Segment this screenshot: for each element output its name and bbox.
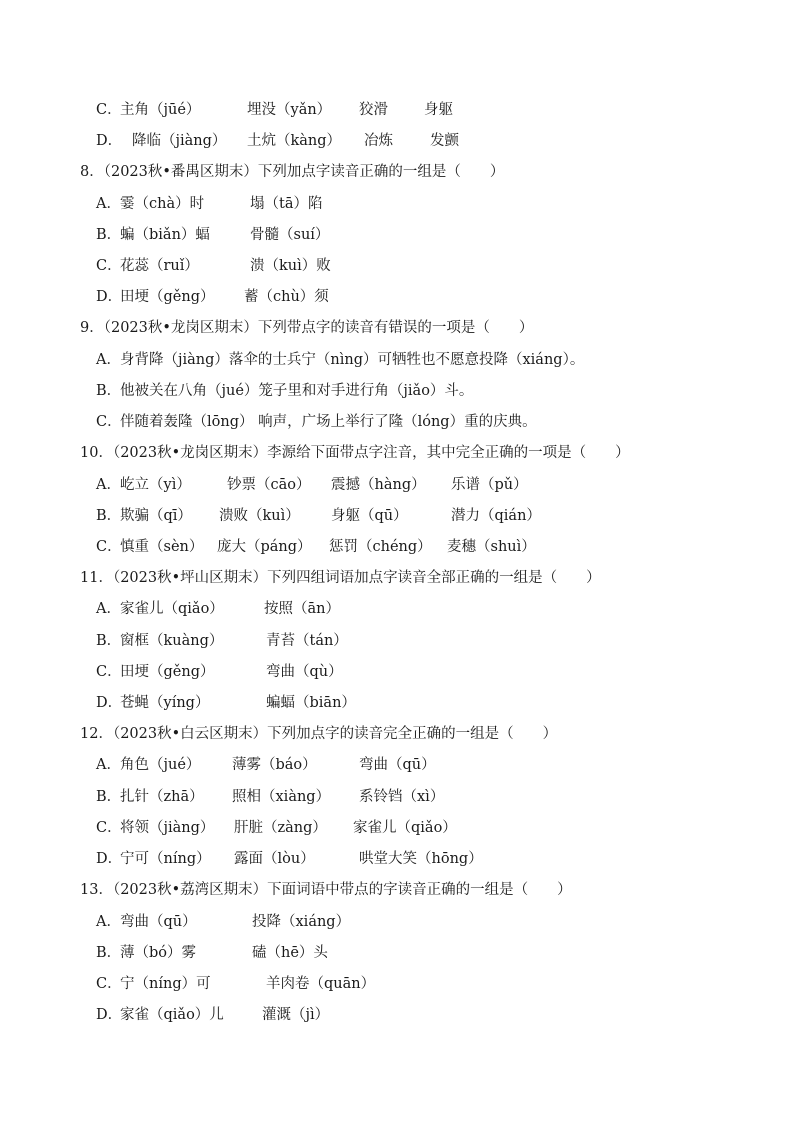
option-item: 蝙（biǎn）蝠 bbox=[120, 227, 210, 243]
option-letter: C． bbox=[96, 976, 122, 992]
option-letter: B． bbox=[96, 383, 122, 399]
option-item: 屹立（yì） bbox=[120, 477, 191, 493]
option-item: 投降（xiáng） bbox=[252, 914, 351, 930]
question-12-stem: 12．（2023秋•白云区期末）下列加点字的读音完全正确的一组是（ ） bbox=[80, 726, 558, 742]
option-letter: D． bbox=[96, 1007, 123, 1023]
option-letter: A． bbox=[96, 914, 121, 930]
option-letter: B． bbox=[96, 789, 122, 805]
option-letter: C． bbox=[96, 414, 122, 430]
option-item: 肝脏（zàng） bbox=[234, 820, 327, 836]
option-item: 主角（jūé） bbox=[120, 102, 201, 118]
option-item: 慎重（sèn） bbox=[120, 539, 204, 555]
option-item: 塌（tā）陷 bbox=[250, 196, 323, 212]
option-letter: C． bbox=[96, 258, 122, 274]
option-item: 扎针（zhā） bbox=[120, 789, 204, 805]
option-letter: A． bbox=[96, 196, 121, 212]
question-13-stem: 13．（2023秋•荔湾区期末）下面词语中带点的字读音正确的一组是（ ） bbox=[80, 882, 572, 898]
option-item: 弯曲（qù） bbox=[266, 664, 343, 680]
option-letter: D． bbox=[96, 851, 123, 867]
option-item: 田埂（gěng） bbox=[120, 664, 215, 680]
option-item: 角色（jué） bbox=[120, 757, 201, 773]
option-letter: C． bbox=[96, 539, 122, 555]
option-letter: C． bbox=[96, 664, 122, 680]
option-letter: D． bbox=[96, 695, 123, 711]
option-letter: D． bbox=[96, 133, 123, 149]
option-item: 羊肉卷（quān） bbox=[266, 976, 376, 992]
option-item: 磕（hē）头 bbox=[252, 945, 328, 961]
option-item: 苍蝇（yíng） bbox=[120, 695, 210, 711]
option-item: 家雀（qiǎo）儿 bbox=[120, 1007, 224, 1023]
option-item: 薄雾（báo） bbox=[232, 757, 317, 773]
option-item: 麦穗（shuì） bbox=[447, 539, 536, 555]
option-item: 发颤 bbox=[430, 133, 459, 149]
option-item: 土炕（kàng） bbox=[247, 133, 342, 149]
option-item: 窗框（kuàng） bbox=[120, 633, 224, 649]
option-item: 身躯（qū） bbox=[331, 508, 408, 524]
option-letter: A． bbox=[96, 352, 121, 368]
option-letter: C． bbox=[96, 820, 122, 836]
option-item: 溃（kuì）败 bbox=[250, 258, 331, 274]
question-8-stem: 8．（2023秋•番禺区期末）下列加点字读音正确的一组是（ ） bbox=[80, 164, 505, 180]
question-9-stem: 9．（2023秋•龙岗区期末）下列带点字的读音有错误的一项是（ ） bbox=[80, 320, 534, 336]
option-item: 灌溉（jì） bbox=[262, 1007, 330, 1023]
option-item: 家雀儿（qiǎo） bbox=[120, 601, 224, 617]
option-letter: A． bbox=[96, 601, 121, 617]
option-item: 身背降（jiàng）落伞的士兵宁（nìng）可牺牲也不愿意投降（xiáng）。 bbox=[120, 352, 585, 368]
option-letter: C． bbox=[96, 102, 122, 118]
option-item: 欺骗（qī） bbox=[120, 508, 192, 524]
option-letter: B． bbox=[96, 945, 122, 961]
option-item: 溃败（kuì） bbox=[219, 508, 300, 524]
option-item: 弯曲（qū） bbox=[120, 914, 197, 930]
option-letter: B． bbox=[96, 227, 122, 243]
option-item: 狡滑 bbox=[359, 102, 388, 118]
option-item: 薄（bó）雾 bbox=[120, 945, 197, 961]
option-item: 宁（níng）可 bbox=[120, 976, 211, 992]
option-item: 震撼（hàng） bbox=[331, 477, 426, 493]
option-item: 花蕊（ruǐ） bbox=[120, 258, 199, 274]
option-item: 将领（jiàng） bbox=[120, 820, 215, 836]
option-letter: A． bbox=[96, 757, 121, 773]
question-11-stem: 11．（2023秋•坪山区期末）下列四组词语加点字读音全部正确的一组是（ ） bbox=[80, 570, 601, 586]
option-item: 蓄（chù）须 bbox=[244, 289, 329, 305]
option-item: 露面（lòu） bbox=[234, 851, 315, 867]
option-item: 冶炼 bbox=[364, 133, 393, 149]
option-item: 惩罚（chéng） bbox=[329, 539, 432, 555]
option-item: 潜力（qián） bbox=[451, 508, 541, 524]
option-item: 蝙蝠（biān） bbox=[266, 695, 356, 711]
option-item: 家雀儿（qiǎo） bbox=[353, 820, 457, 836]
option-item: 宁可（níng） bbox=[120, 851, 211, 867]
option-item: 弯曲（qū） bbox=[359, 757, 436, 773]
option-item: 降临（jiàng） bbox=[132, 133, 227, 149]
option-item: 庞大（páng） bbox=[217, 539, 312, 555]
option-letter: D． bbox=[96, 289, 123, 305]
option-letter: A． bbox=[96, 477, 121, 493]
option-item: 照相（xiàng） bbox=[232, 789, 331, 805]
option-letter: B． bbox=[96, 508, 122, 524]
option-item: 骨髓（suí） bbox=[250, 227, 330, 243]
question-10-stem: 10．（2023秋•龙岗区期末）李源给下面带点字注音，其中完全正确的一项是（ ） bbox=[80, 445, 630, 461]
option-item: 乐谱（pǔ） bbox=[451, 477, 528, 493]
option-item: 他被关在八角（jué）笼子里和对手进行角（jiǎo）斗。 bbox=[120, 383, 474, 399]
option-item: 埋没（yǎn） bbox=[247, 102, 332, 118]
option-item: 钞票（cāo） bbox=[227, 477, 311, 493]
option-item: 霎（chà）时 bbox=[120, 196, 205, 212]
option-item: 按照（ān） bbox=[264, 601, 340, 617]
option-item: 青苔（tán） bbox=[266, 633, 348, 649]
option-item: 身躯 bbox=[424, 102, 453, 118]
option-item: 系铃铛（xì） bbox=[359, 789, 445, 805]
option-item: 哄堂大笑（hōng） bbox=[359, 851, 483, 867]
option-item: 田埂（gěng） bbox=[120, 289, 215, 305]
option-item: 伴随着轰隆（lōng） 响声，广场上举行了隆（lóng）重的庆典。 bbox=[120, 414, 537, 430]
option-letter: B． bbox=[96, 633, 122, 649]
